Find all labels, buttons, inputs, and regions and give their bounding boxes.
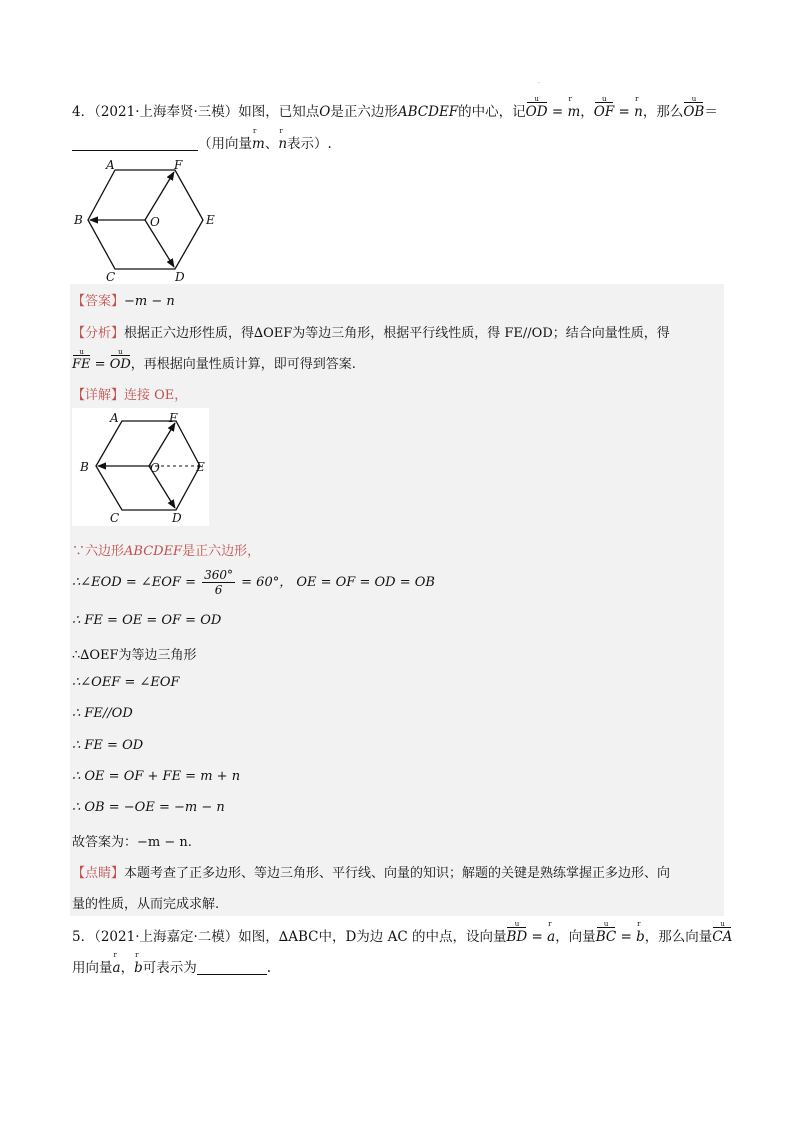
vector-of: OF u xyxy=(594,104,614,120)
q4-stem-line2: （用向量m r、n r表示）. xyxy=(72,132,332,152)
step-9: ∴ OB = −OE = −m − n xyxy=(72,800,225,815)
q4-source: （2021·上海奉贤·三模） xyxy=(94,104,239,120)
detail-line: 【详解】连接 OE， xyxy=(72,388,188,403)
q5-stem-line2: 用向量a r，b r可表示为 . xyxy=(72,956,271,976)
answer-line xyxy=(72,290,175,309)
label-d: D xyxy=(175,270,185,284)
answer-text: −m − n xyxy=(124,294,175,309)
svg-text:B: B xyxy=(80,460,89,474)
q5-number: 5． xyxy=(72,929,95,945)
q4-stem-line1: 4．（2021·上海奉贤·三模）如图，已知点O是正六边形ABCDEF的中心，记OD u = m r，OF u = n r，那么OB u＝ xyxy=(72,100,718,120)
analysis-line2: FE u = OD u，再根据向量性质计算，即可得到答案. xyxy=(72,353,356,372)
step-7: ∴ FE = OD xyxy=(72,738,144,753)
answer-blank xyxy=(72,136,198,151)
q5-stem-line1: 5．（2021·上海嘉定·二模）如图，∆ABC中，D为边 AC 的中点，设向量BD u = a r，向量BC u = b r，那么向量CA u xyxy=(72,925,732,945)
step-8: ∴ OE = OF + FE = m + n xyxy=(72,769,241,784)
remark-tag: 【点睛】 xyxy=(72,866,125,881)
svg-text:F: F xyxy=(169,411,178,425)
remark-line2: 量的性质，从而完成求解. xyxy=(72,897,220,912)
q4-number: 4． xyxy=(72,104,95,120)
q5-answer-blank xyxy=(197,960,267,975)
label-c: C xyxy=(106,270,116,284)
svg-text:O: O xyxy=(150,461,160,475)
label-e: E xyxy=(206,213,215,227)
step-6: ∴ FE//OD xyxy=(72,706,133,721)
q5-source: （2021·上海嘉定·二模） xyxy=(94,929,239,945)
solution-block xyxy=(70,284,724,916)
hexagon-figure-2 xyxy=(72,408,209,526)
vector-od: OD u xyxy=(526,104,548,120)
remark-line1: 【点睛】本题考查了正多边形、等边三角形、平行线、向量的知识；解题的关键是熟练掌握正多边形、向 xyxy=(72,866,671,881)
label-f: F xyxy=(174,158,183,172)
step-1: ∵六边形ABCDEF是正六边形， xyxy=(72,544,261,559)
step-2: ∴∠EOD = ∠EOF = $\frac{360^\circ}{6}$ = 60°， OE = OF = OD = OB xyxy=(72,568,435,597)
answer-tag: 【答案】 xyxy=(72,294,125,309)
step-4: ∴∆OEF为等边三角形 xyxy=(72,648,197,663)
detail-tag: 【详解】 xyxy=(72,388,125,403)
svg-text:C: C xyxy=(110,511,120,525)
vector-of-arrow xyxy=(145,172,174,220)
page-mark: · xyxy=(538,80,540,87)
step-3: ∴ FE = OE = OF = OD xyxy=(72,613,222,628)
svg-text:E: E xyxy=(196,460,205,474)
analysis-tag: 【分析】 xyxy=(72,326,125,341)
svg-text:A: A xyxy=(110,411,119,425)
label-a: A xyxy=(106,158,115,172)
step-10: 故答案为：−m − n. xyxy=(72,835,192,850)
analysis-line1: 【分析】根据正六边形性质，得∆OEF为等边三角形，根据平行线性质，得 FE//OD；结合向量性质，得 xyxy=(72,326,670,341)
hexagon-figure xyxy=(70,155,220,285)
svg-text:D: D xyxy=(172,511,182,525)
label-b: B xyxy=(74,213,83,227)
vector-ob: OB u xyxy=(683,104,704,120)
label-o: O xyxy=(150,215,160,229)
step-5: ∴∠OEF = ∠EOF xyxy=(72,675,180,690)
